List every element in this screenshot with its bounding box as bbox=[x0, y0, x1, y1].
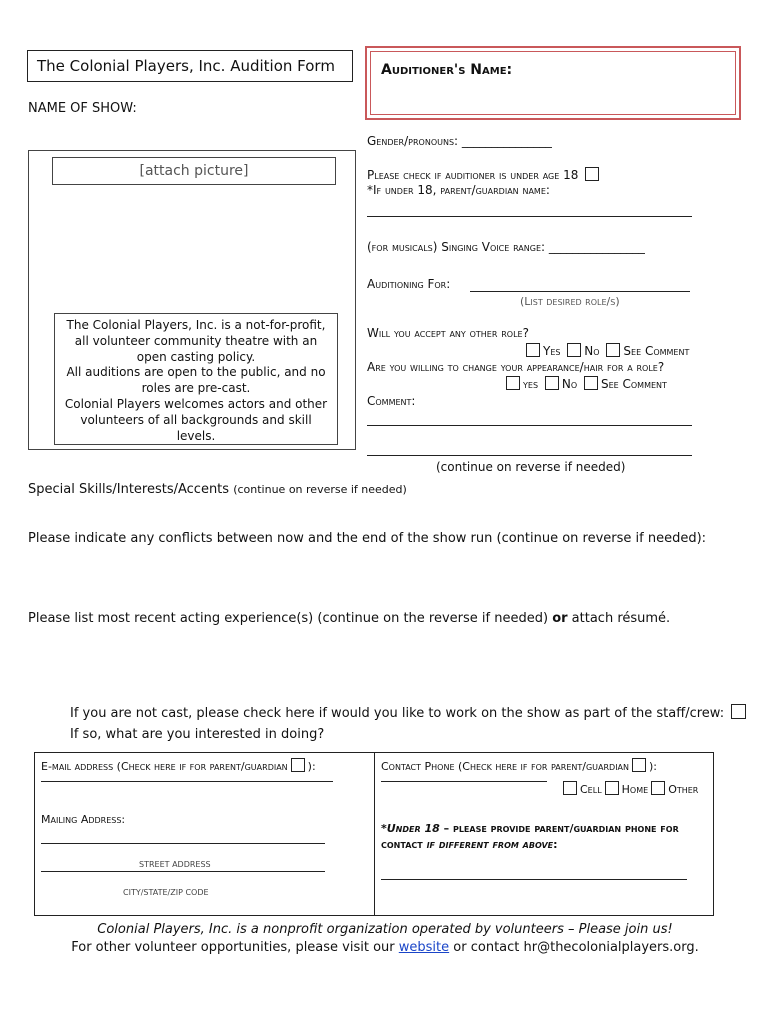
email-guardian-checkbox[interactable] bbox=[291, 758, 305, 772]
city-field[interactable] bbox=[41, 871, 325, 872]
appearance-yes-checkbox[interactable] bbox=[506, 376, 520, 390]
no-label: No bbox=[584, 344, 600, 358]
under18-label: Please check if auditioner is under age 18 bbox=[367, 168, 579, 182]
gender-pronouns-field[interactable]: Gender/pronouns: _______________ bbox=[367, 134, 552, 148]
contact-divider bbox=[374, 752, 375, 916]
mission-line: volunteers of all backgrounds and skill bbox=[80, 412, 312, 427]
other-role-see-comment-checkbox[interactable] bbox=[606, 343, 620, 357]
other-role-options bbox=[523, 343, 689, 358]
guardian-name-label: *If under 18, parent/guardian name: bbox=[367, 183, 550, 197]
mission-line: open casting policy. bbox=[136, 349, 256, 364]
phone-type-options bbox=[560, 781, 698, 796]
experience-or: or bbox=[552, 611, 568, 626]
conflicts-field[interactable] bbox=[28, 550, 728, 600]
see-comment-label: See Comment bbox=[623, 344, 690, 358]
crew-followup: If so, what are you interested in doing? bbox=[70, 727, 325, 742]
email-field[interactable] bbox=[41, 781, 333, 782]
website-link[interactable]: website bbox=[398, 940, 450, 955]
phone-label bbox=[381, 758, 657, 773]
yes-label: Yes bbox=[543, 344, 561, 358]
skills-note: (continue on reverse if needed) bbox=[233, 483, 407, 496]
guardian-name-line[interactable] bbox=[367, 216, 692, 217]
mission-line: All auditions are open to the public, and no bbox=[66, 365, 326, 380]
phone-label-text: Contact Phone (Check here if for parent/guardian bbox=[381, 760, 630, 773]
phone-guardian-checkbox[interactable] bbox=[632, 758, 646, 772]
appearance-question: Are you willing to change your appearance/hair for a role? bbox=[367, 360, 665, 374]
under18-note-c: contact bbox=[381, 838, 423, 851]
crew-question-text: If you are not cast, please check here if would you like to work on the show as part of the staff/crew: bbox=[70, 706, 725, 721]
form-title-text: The Colonial Players, Inc. Audition Form bbox=[37, 57, 335, 75]
experience-label bbox=[28, 611, 670, 626]
phone-field[interactable] bbox=[381, 781, 547, 782]
no-label: No bbox=[561, 377, 578, 391]
appearance-no-checkbox[interactable] bbox=[545, 376, 559, 390]
under18-checkbox[interactable] bbox=[585, 167, 599, 181]
auditioning-for-label: Auditioning For: bbox=[367, 277, 451, 291]
street-field[interactable] bbox=[41, 843, 325, 844]
cell-label: Cell bbox=[580, 783, 602, 796]
auditioner-name-field[interactable] bbox=[365, 46, 741, 120]
mission-line: Colonial Players welcomes actors and other bbox=[64, 396, 328, 411]
email-label-close: ): bbox=[307, 760, 316, 773]
skills-field[interactable] bbox=[28, 500, 728, 522]
experience-text: Please list most recent acting experience(s) (continue on the reverse if needed) bbox=[28, 611, 549, 626]
mission-line: roles are pre-cast. bbox=[141, 381, 251, 396]
under18-row bbox=[367, 167, 602, 182]
crew-question bbox=[70, 704, 749, 721]
appearance-see-comment-checkbox[interactable] bbox=[584, 376, 598, 390]
other-checkbox[interactable] bbox=[651, 781, 665, 795]
other-role-yes-checkbox[interactable] bbox=[526, 343, 540, 357]
comment-line-1[interactable] bbox=[367, 425, 692, 426]
comment-line-2[interactable] bbox=[367, 455, 692, 456]
list-roles-hint: (List desired role/s) bbox=[520, 295, 620, 308]
yes-label: yes bbox=[523, 377, 539, 391]
street-hint: STREET ADDRESS bbox=[139, 860, 211, 869]
mission-statement bbox=[54, 313, 338, 445]
other-role-question: Will you accept any other role? bbox=[367, 326, 529, 340]
under18-phone-note bbox=[381, 821, 679, 853]
experience-field[interactable] bbox=[28, 630, 728, 690]
conflicts-label: Please indicate any conflicts between now and the end of the show run (continue on reverse if needed): bbox=[28, 531, 707, 546]
show-name-label: NAME OF SHOW: bbox=[28, 101, 137, 116]
auditioner-name-label: Auditioner's Name: bbox=[381, 62, 513, 78]
under18-note-a: *Under 18 bbox=[381, 822, 440, 835]
crew-checkbox[interactable] bbox=[731, 704, 746, 719]
footer-text-a: For other volunteer opportunities, please visit our bbox=[71, 940, 395, 955]
city-hint: CITY/STATE/ZIP CODE bbox=[123, 888, 209, 897]
attach-picture-box[interactable]: [attach picture] bbox=[52, 157, 336, 185]
skills-label bbox=[28, 482, 407, 497]
under18-note-b: – please provide parent/guardian phone for bbox=[439, 822, 679, 835]
phone-label-close: ): bbox=[649, 760, 658, 773]
form-title bbox=[27, 50, 353, 82]
continue-note: (continue on reverse if needed) bbox=[436, 460, 626, 474]
comment-label: Comment: bbox=[367, 394, 416, 408]
cell-checkbox[interactable] bbox=[563, 781, 577, 795]
mission-line: The Colonial Players, Inc. is a not-for-profit, bbox=[66, 318, 326, 332]
mailing-label: Mailing Address: bbox=[41, 813, 126, 826]
mission-line: all volunteer community theatre with an bbox=[74, 333, 318, 348]
singing-range-field[interactable]: (for musicals) Singing Voice range: ________________ bbox=[367, 240, 645, 254]
other-role-no-checkbox[interactable] bbox=[567, 343, 581, 357]
email-label bbox=[41, 758, 316, 773]
home-label: Home bbox=[621, 783, 649, 796]
experience-attach: attach résumé. bbox=[571, 611, 671, 626]
footer-text-b: or contact hr@thecolonialplayers.org. bbox=[453, 940, 699, 955]
auditioning-for-line[interactable] bbox=[470, 277, 690, 292]
footer-tagline: Colonial Players, Inc. is a nonprofit organization operated by volunteers – Please join us! bbox=[97, 922, 673, 937]
under18-note-e: : bbox=[553, 838, 558, 851]
other-label: Other bbox=[668, 783, 699, 796]
guardian-phone-field[interactable] bbox=[381, 879, 687, 880]
skills-label-text: Special Skills/Interests/Accents bbox=[28, 482, 230, 497]
email-label-text: E-mail address (Check here if for parent/guardian bbox=[41, 760, 288, 773]
mission-line: levels. bbox=[176, 428, 216, 443]
home-checkbox[interactable] bbox=[605, 781, 619, 795]
appearance-options bbox=[503, 376, 667, 391]
under18-note-d: if different from above bbox=[426, 838, 554, 851]
footer-contact bbox=[0, 940, 770, 955]
see-comment-label: See Comment bbox=[600, 377, 667, 391]
